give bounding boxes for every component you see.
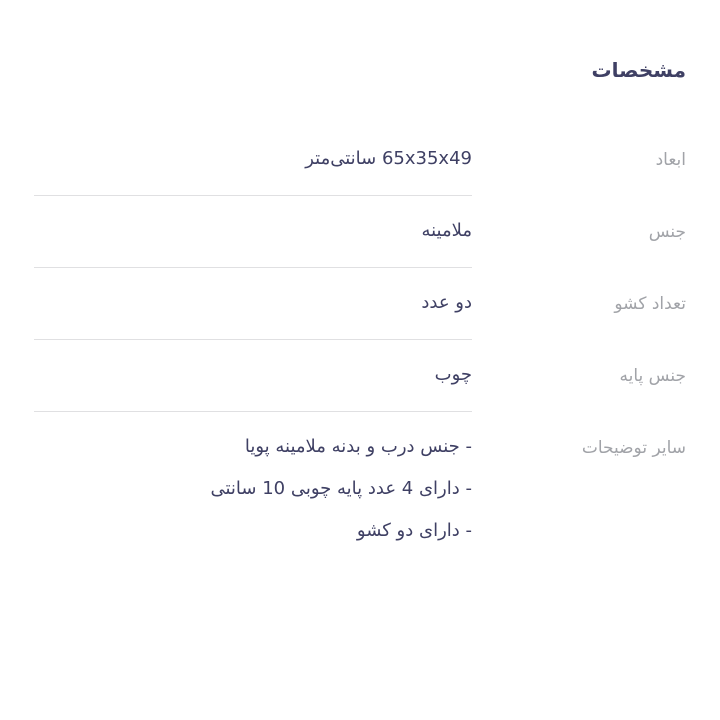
notes-list-item: - جنس درب و بدنه ملامینه پویا: [244, 436, 472, 457]
spec-divider: [34, 195, 472, 196]
notes-list: [34, 436, 472, 562]
spec-value-leg-material: چوب: [434, 364, 472, 385]
spec-divider: [34, 339, 472, 340]
spec-row-other-notes: [34, 438, 686, 578]
spec-value-material: ملامینه: [421, 220, 472, 241]
spec-key-other-notes: سایر توضیحات: [581, 438, 686, 458]
spec-row-leg-material: [34, 366, 686, 438]
spec-value-dimensions: 65x35x49 سانتی‌متر: [305, 148, 472, 169]
spec-value-other-notes: [34, 436, 472, 562]
spec-row-material: [34, 222, 686, 294]
spec-value-drawer-count: دو عدد: [421, 292, 472, 313]
spec-key-material: جنس: [648, 222, 686, 242]
spec-divider: [34, 411, 472, 412]
section-title: مشخصات: [591, 58, 686, 82]
spec-row-dimensions: [34, 150, 686, 222]
notes-list-item: - دارای دو کشو: [356, 520, 472, 541]
spec-key-leg-material: جنس پایه: [619, 366, 686, 386]
spec-key-drawer-count: تعداد کشو: [614, 294, 686, 314]
notes-list-item: - دارای 4 عدد پایه چوبی 10 سانتی: [210, 478, 472, 499]
spec-row-drawer-count: [34, 294, 686, 366]
spec-divider: [34, 267, 472, 268]
spec-key-dimensions: ابعاد: [655, 150, 686, 170]
